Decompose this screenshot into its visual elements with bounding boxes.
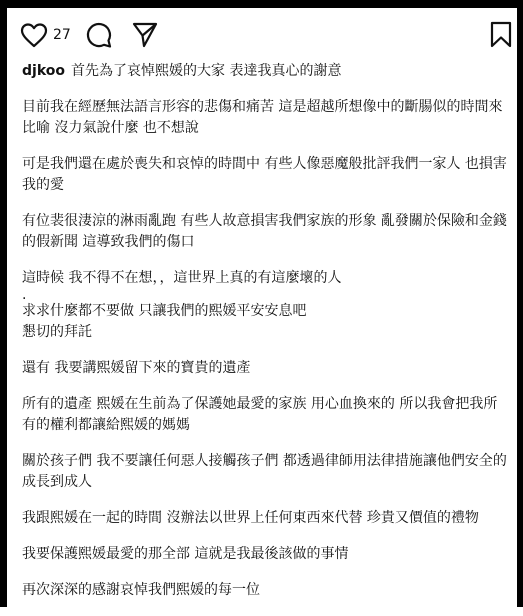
like-count[interactable]: 27 (53, 27, 71, 43)
caption-paragraph (22, 61, 508, 82)
window-frame-left (0, 0, 7, 607)
paper-plane-icon[interactable] (131, 21, 159, 49)
caption-paragraph: 還有 我要講熙媛留下來的寶貴的遺產 (22, 360, 251, 376)
post-caption (22, 61, 508, 616)
caption-paragraph: 所有的遺產 熙媛在生前為了保護她最愛的家族 用心血換來的 所以我會把我所有的權利都讓給熙媛的媽媽 (22, 396, 498, 433)
caption-paragraph: 可是我們還在處於喪失和哀悼的時間中 有些人像惡魔般批評我們一家人 也損害我的愛 (22, 156, 507, 193)
caption-paragraph: 目前我在經歷無法語言形容的悲傷和痛苦 這是超越所想像中的斷腸似的時間來比喻 沒力氣說什麼 也不想說 (22, 99, 503, 136)
caption-paragraph: 這時候 我不得不在想，，這世界上真的有這麼壞的人 (22, 270, 342, 286)
caption-paragraph: 求求什麼都不要做 只讓我們的熙媛平安安息吧 (22, 303, 307, 319)
caption-text: 首先為了哀悼熙媛的大家 表達我真心的謝意 (71, 63, 342, 79)
bookmark-icon[interactable] (490, 21, 512, 49)
caption-paragraph: 懇切的拜託 (22, 324, 92, 340)
window-frame-top (0, 0, 523, 8)
caption-paragraph: 關於孩子們 我不要讓任何惡人接觸孩子們 都透過律師用法律措施讓他們安全的成長到成人 (22, 453, 507, 490)
caption-paragraph: 我跟熙媛在一起的時間 沒辦法以世界上任何東西來代替 珍貴又價值的禮物 (22, 510, 479, 526)
comment-bubble-icon[interactable] (85, 21, 113, 49)
heart-icon[interactable] (20, 22, 48, 48)
caption-paragraph: 再次深深的感謝哀悼我們熙媛的每一位 (22, 582, 260, 598)
caption-dot: . (22, 287, 27, 303)
caption-paragraph: 有位裴很淒涼的淋雨亂跑 有些人故意損害我們家族的形象 亂發關於保險和金錢的假新聞 這導致我們的傷口 (22, 213, 507, 250)
window-frame-right (517, 0, 523, 607)
post-action-bar (20, 20, 512, 50)
caption-paragraph: 我要保護熙媛最愛的那全部 這就是我最後該做的事情 (22, 546, 349, 562)
username-link[interactable]: djkoo (22, 63, 65, 79)
